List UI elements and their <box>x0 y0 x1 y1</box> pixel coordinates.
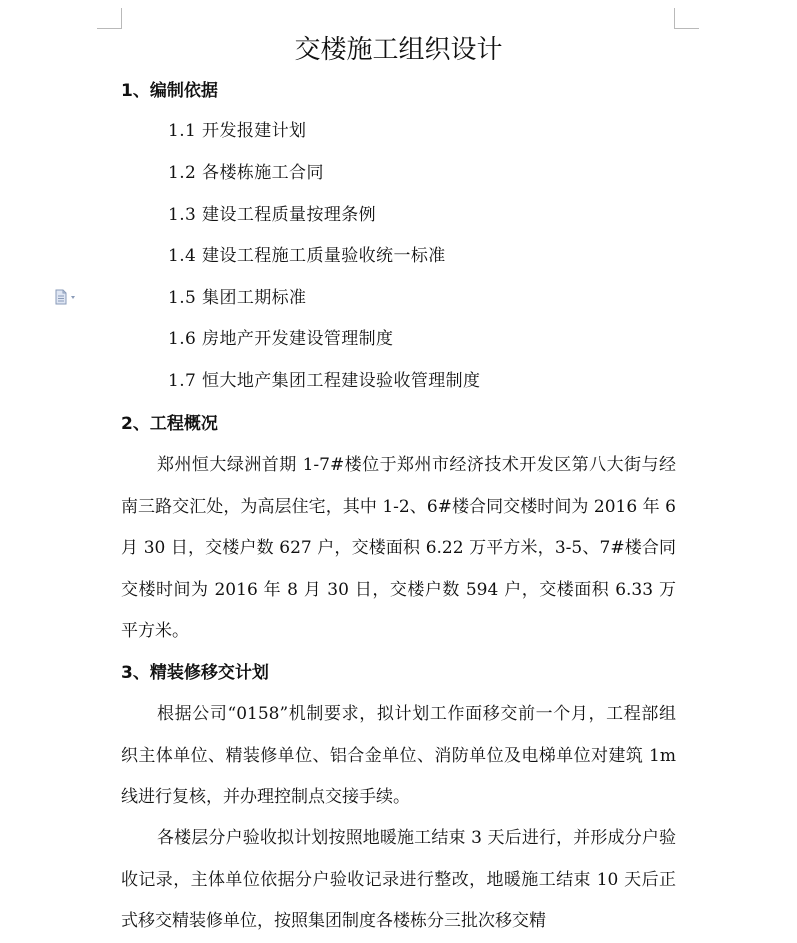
list-item: 1.1 开发报建计划 <box>168 121 307 141</box>
paragraph-handover-2: 各楼层分户验收拟计划按照地暖施工结束 3 天后进行，并形成分户验收记录，主体单位依据分户验收记录进行整改，地暖施工结束 10 天后正式移交精装修单位，按照集团制度各楼栋分三批次移交精 <box>121 828 676 931</box>
paragraph-handover-1: 根据公司“0158”机制要求，拟计划工作面移交前一个月，工程部组织主体单位、精装修单位、铝合金单位、消防单位及电梯单位对建筑 1m 线进行复核，并办理控制点交接手续。 <box>121 704 676 807</box>
list-item: 1.4 建设工程施工质量验收统一标准 <box>168 246 446 266</box>
list-item: 1.6 房地产开发建设管理制度 <box>168 329 394 349</box>
list-item: 1.5 集团工期标准 <box>168 288 307 308</box>
section-heading-handover-plan: 3、精装修移交计划 <box>121 663 269 683</box>
section-heading-basis: 1、编制依据 <box>121 81 218 101</box>
document-options-icon[interactable] <box>54 289 80 305</box>
page-corner-mark-left <box>97 8 122 29</box>
page-corner-mark-right <box>674 8 699 29</box>
document-title: 交楼施工组织设计 <box>294 35 503 65</box>
paragraph-project-overview: 郑州恒大绿洲首期 1-7#楼位于郑州市经济技术开发区第八大街与经南三路交汇处，为高层住宅，其中 1-2、6#楼合同交楼时间为 2016 年 6 月 30 日，交楼户数 627 户，交楼面积 6.22 万平方米，3-5、7#楼合同交楼时间为 2016 年 8 月 30 日，交楼户数 594 户，交楼面积 6.33 万平方米。 <box>121 455 676 641</box>
list-item: 1.3 建设工程质量按理条例 <box>168 205 377 225</box>
list-item: 1.7 恒大地产集团工程建设验收管理制度 <box>168 371 481 391</box>
list-item: 1.2 各楼栋施工合同 <box>168 163 324 183</box>
section-heading-overview: 2、工程概况 <box>121 414 218 434</box>
